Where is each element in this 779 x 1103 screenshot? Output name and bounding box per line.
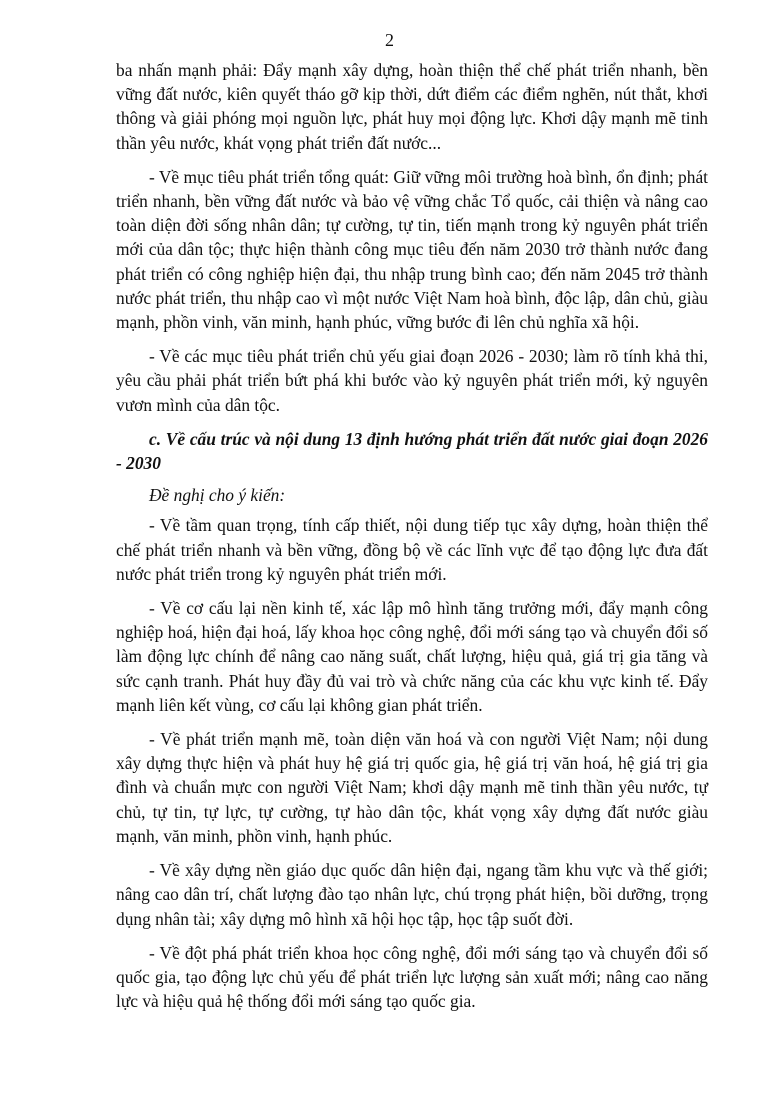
paragraph-education: - Về xây dựng nền giáo dục quốc dân hiện đại, ngang tầm khu vực và thế giới; nâng cao dân trí, chất lượng đào tạo nhân lực, chú trọng phát hiện, bồi dưỡng, trọng dụng nhân tài; xây dựng mô hình xã hội học tập, học tập suốt đời. (116, 860, 708, 929)
paragraph-main-goals: - Về các mục tiêu phát triển chủ yếu giai đoạn 2026 - 2030; làm rõ tính khả thi, yêu cầu phải phát triển bứt phá khi bước vào kỷ nguyên phát triển mới, kỷ nguyên vươn mình của dân tộc. (116, 346, 708, 415)
paragraph-science-technology: - Về đột phá phát triển khoa học công nghệ, đổi mới sáng tạo và chuyển đổi số quốc gia, tạo động lực chủ yếu để phát triển lực lượng sản xuất mới; nâng cao năng lực và hiệu quả hệ thống đổi mới sáng tạo quốc gia. (116, 942, 708, 1012)
document-body (116, 58, 708, 1023)
paragraph-general-goal: - Về mục tiêu phát triển tổng quát: Giữ vững môi trường hoà bình, ổn định; phát triển nhanh, bền vững đất nước và bảo vệ vững chắc Tổ quốc, cải thiện và nâng cao toàn diện đời sống nhân dân; tự cường, tự tin, tiến mạnh trong kỷ nguyên phát triển mới của dân tộc; thực hiện thành công mục tiêu đến năm 2030 trở thành nước đang phát triển có công nghiệp hiện đại, thu nhập trung bình cao; đến năm 2045 trở thành nước phát triển, thu nhập cao vì một nước Việt Nam hoà bình, độc lập, dân chủ, giàu mạnh, phồn vinh, văn minh, hạnh phúc, vững bước đi lên chủ nghĩa xã hội. (116, 166, 708, 333)
paragraph-economy: - Về cơ cấu lại nền kinh tế, xác lập mô hình tăng trưởng mới, đẩy mạnh công nghiệp hoá, hiện đại hoá, lấy khoa học công nghệ, đổi mới sáng tạo và chuyển đổi số làm động lực chính để nâng cao năng suất, chất lượng, hiệu quả, giá trị gia tăng và sức cạnh tranh. Phát huy đầy đủ vai trò và chức năng của các khu vực kinh tế. Đẩy mạnh liên kết vùng, cơ cấu lại không gian phát triển. (116, 598, 708, 715)
paragraph-continuation: ba nhấn mạnh phải: Đẩy mạnh xây dựng, hoàn thiện thể chế phát triển nhanh, bền vững đất nước, kiên quyết tháo gỡ kịp thời, dứt điểm các điểm nghẽn, nút thắt, khơi thông và giải phóng mọi nguồn lực, phát huy mọi động lực. Khơi dậy mạnh mẽ tinh thần yêu nước, khát vọng phát triển đất nước... (116, 60, 708, 153)
request-for-comments: Đề nghị cho ý kiến: (149, 485, 286, 506)
paragraph-culture: - Về phát triển mạnh mẽ, toàn diện văn hoá và con người Việt Nam; nội dung xây dựng thực hiện và phát huy hệ giá trị quốc gia, hệ giá trị văn hoá, hệ giá trị gia đình và chuẩn mực con người Việt Nam; khơi dậy mạnh mẽ tinh thần yêu nước, tự chủ, tự tin, tự lực, tự cường, tự hào dân tộc, khát vọng xây dựng đất nước giàu mạnh, văn minh, phồn vinh, hạnh phúc. (116, 729, 708, 846)
section-heading-c: c. Về cấu trúc và nội dung 13 định hướng phát triển đất nước giai đoạn 2026 - 2030 (116, 428, 708, 474)
page-number: 2 (385, 30, 394, 50)
paragraph-institutions: - Về tầm quan trọng, tính cấp thiết, nội dung tiếp tục xây dựng, hoàn thiện thể chế phát triển nhanh và bền vững, đồng bộ về các lĩnh vực để tạo động lực đưa đất nước phát triển trong kỷ nguyên phát triển mới. (116, 515, 708, 584)
